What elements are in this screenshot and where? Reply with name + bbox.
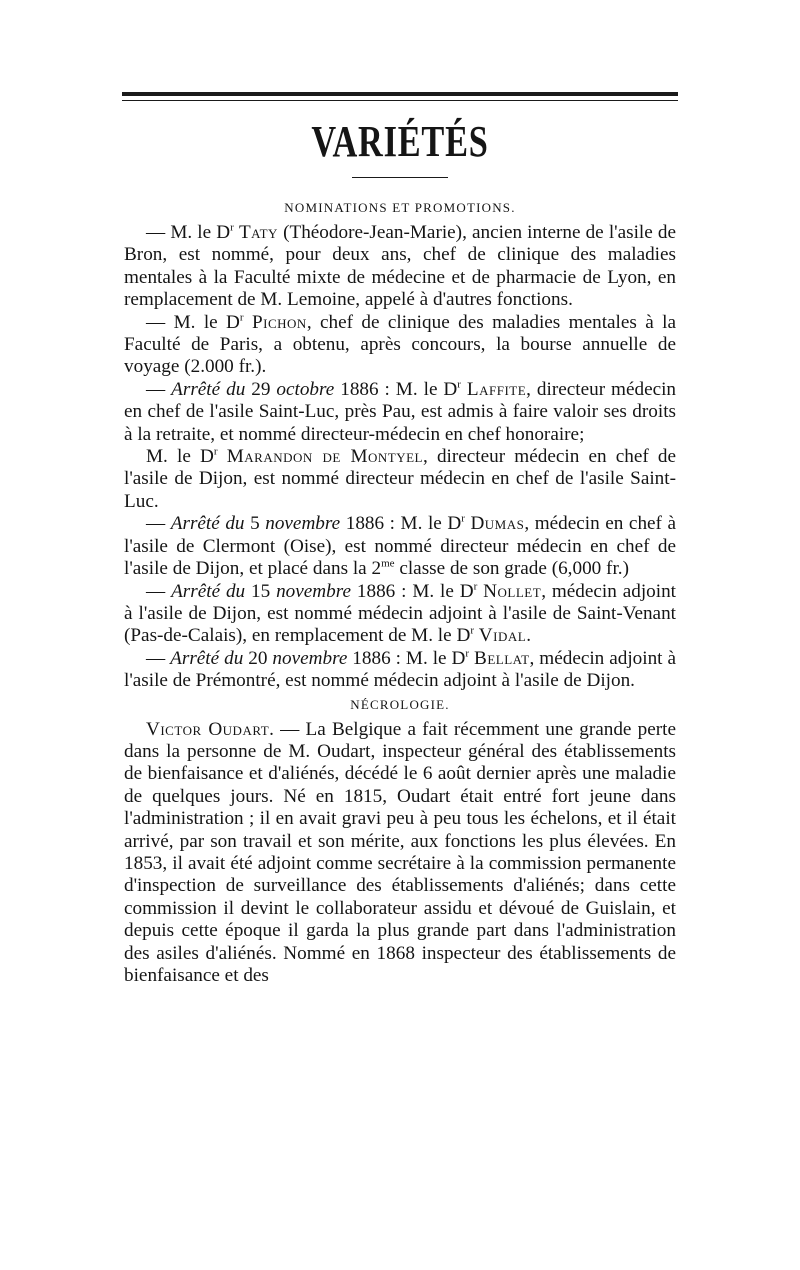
text-run (244, 312, 252, 333)
text-run: 20 (243, 647, 273, 669)
title-rule (352, 177, 448, 178)
top-rule-thin (122, 100, 678, 101)
superscript: r (239, 311, 244, 324)
text-run: M. le D (146, 446, 214, 468)
italic-run: novembre (272, 647, 348, 669)
paragraph-pichon (124, 312, 676, 379)
superscript: me (381, 557, 395, 570)
paragraph-oudart (124, 719, 676, 988)
italic-run: Arrêté du (170, 647, 244, 669)
person-name: Laffite (466, 378, 527, 400)
text-run: , médecin adjoint à l'asile de Prémontré, est nommé médecin adjoint à l'asile de Dijon. (124, 647, 676, 692)
section-heading-nominations: NOMINATIONS ET PROMOTIONS. (284, 200, 516, 215)
top-rule-thick (122, 92, 678, 96)
text-run: , directeur médecin en chef de l'asile Saint-Luc, près Pau, est admis à faire valoir ses droits à la retraite, et nommé directeur-médecin en chef honoraire; (124, 378, 677, 445)
superscript: r (465, 647, 470, 660)
article-body (124, 196, 676, 987)
text-run: , médecin adjoint à l'asile de Dijon, est nommé médecin adjoint à l'asile de Saint-Venant (Pas-de-Calais), en remplacement de M. le D (124, 580, 676, 647)
paragraph-marandon (124, 446, 676, 513)
paragraph-taty (124, 222, 676, 312)
text-run: , chef de clinique des maladies mentales à la Faculté de Paris, a obtenu, après concours, la bourse annuelle de voyage (2.000 fr.). (124, 311, 676, 378)
text-run: 5 (244, 513, 266, 535)
superscript: r (213, 445, 218, 458)
paragraph-dumas (124, 513, 676, 580)
superscript: r (470, 624, 474, 637)
text-run: — (146, 647, 171, 669)
italic-run: Arrêté du (171, 580, 246, 602)
paragraph-bellat (124, 648, 676, 693)
text-run (218, 446, 227, 467)
paragraph-nollet (124, 581, 676, 648)
text-run: 1886 : M. le D (340, 513, 462, 535)
superscript: r (473, 580, 478, 593)
text-run: — (146, 378, 172, 400)
person-name: Dumas (470, 513, 525, 535)
italic-run: octobre (276, 378, 335, 400)
italic-run: Arrêté du (170, 513, 245, 535)
text-run: . — La Belgique a fait récemment une grande perte dans la personne de M. Oudart, inspecteur général des établissements de bienfaisance et d'aliénés, décédé le 6 août dernier après une maladie de quelques jours. Né en 1815, Oudart était entré fort jeune dans l'administration ; il en avait gravi peu à peu tous les échelons, et il était arrivé, par son travail et son mérite, aux fonctions les plus élevées. En 1853, il avait été adjoint comme secrétaire à la commission permanente d'inspection de surveillance des établissements d'aliénés; dans cette commission il devint le collaborateur assidu et dévoué de Guislain, et depuis cette époque il garda la plus grande part dans l'administration des asiles d'aliénés. Nommé en 1868 inspecteur des établissements de bienfaisance et des (124, 718, 676, 986)
person-name: Bellat (474, 647, 530, 669)
text-run: classe de son grade (6,000 fr.) (394, 558, 629, 580)
person-name: Nollet (483, 580, 542, 602)
text-run: (Théodore-Jean-Marie), ancien interne de l'asile de Bron, est nommé, pour deux ans, chef de clinique des maladies mentales à la Faculté mixte de médecine et de pharmacie de Lyon, en remplacement de M. Lemoine, appelé à d'autres fonctions. (124, 222, 677, 311)
text-run: — (146, 580, 172, 602)
text-run: 29 (245, 378, 277, 400)
superscript: r (230, 221, 234, 234)
person-name: Taty (238, 222, 278, 243)
person-name: Marandon de Montyel (226, 446, 423, 468)
text-run: . (526, 625, 531, 647)
section-heading-necrologie: NÉCROLOGIE. (350, 696, 450, 712)
text-run: 1886 : M. le D (347, 647, 466, 669)
text-run: — M. le D (146, 311, 240, 333)
text-run: , médecin en chef à l'asile de Clermont (Oise), est nommé directeur médecin en chef de l'asile de Dijon, et placé dans la 2 (124, 513, 677, 580)
paragraph-laffite (124, 379, 676, 446)
text-run: , directeur médecin en chef de l'asile de Dijon, est nommé directeur médecin en chef de l'asile Saint-Luc. (124, 446, 677, 512)
person-name: Vidal (478, 625, 527, 647)
italic-run: Arrêté du (171, 378, 246, 400)
italic-run: novembre (265, 513, 341, 535)
text-run: — M. le D (146, 222, 231, 243)
superscript: r (461, 512, 465, 525)
person-name: Pichon (251, 311, 307, 333)
text-run: 1886 : M. le D (334, 378, 458, 400)
text-run: 1886 : M. le D (351, 580, 474, 602)
italic-run: novembre (276, 580, 352, 602)
superscript: r (457, 378, 461, 391)
page-title: VARIÉTÉS (311, 117, 489, 166)
person-name: Victor Oudart (146, 718, 270, 740)
text-run: — (146, 513, 171, 535)
text-run: 15 (245, 580, 277, 602)
